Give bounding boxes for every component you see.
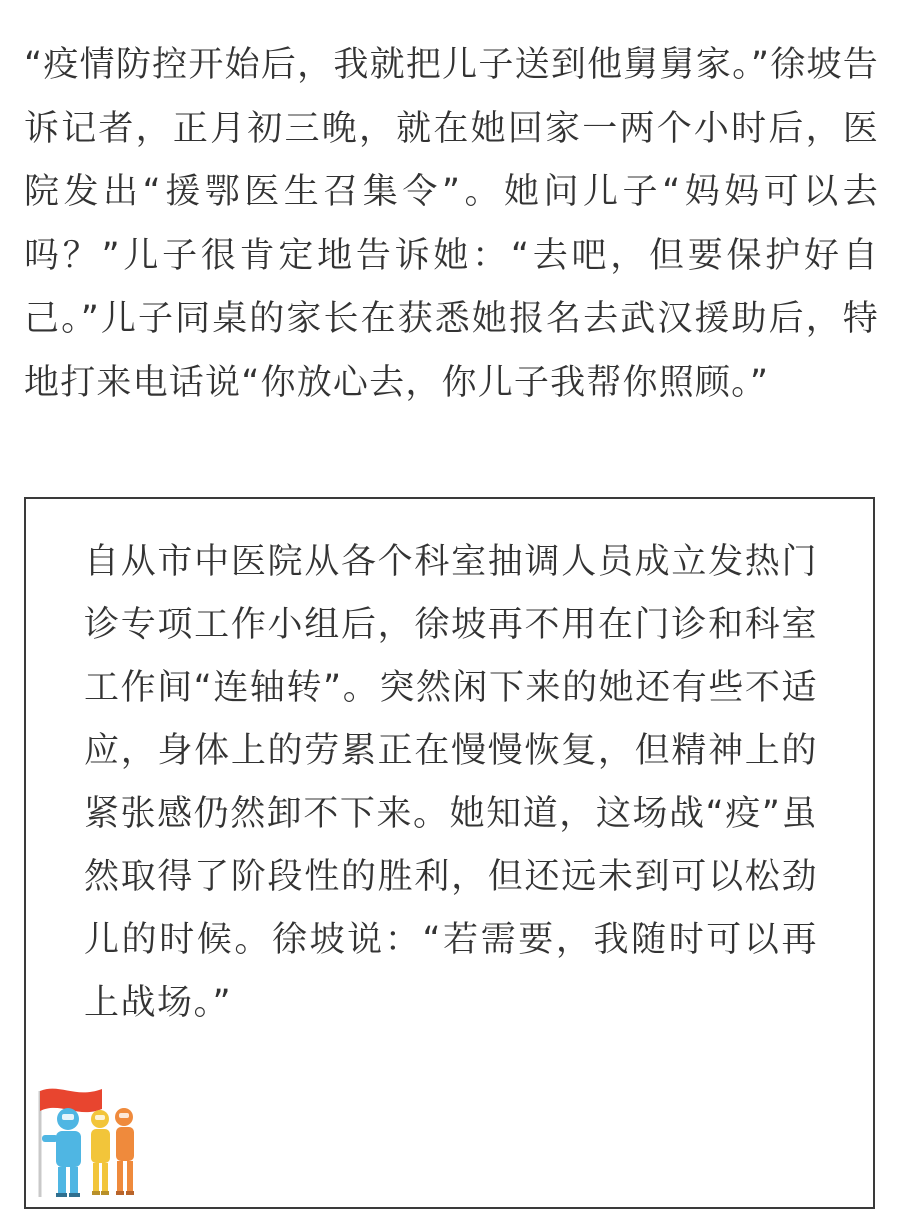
boxed-paragraph: 自从市中医院从各个科室抽调人员成立发热门诊专项工作小组后，徐坡再不用在门诊和科室工作间“连轴转”。突然闲下来的她还有些不适应，身体上的劳累正在慢慢恢复，但精神上的紧张感仍然卸不下来。她知道，这场战“疫”虽然取得了阶段性的胜利，但还远未到可以松劲儿的时候。徐坡说：“若需要，我随时可以再上战场。” [84, 542, 818, 1023]
medical-workers-with-red-flag-icon [30, 1079, 140, 1199]
quote-box [24, 497, 875, 1209]
article-paragraph: “疫情防控开始后，我就把儿子送到他舅舅家。”徐坡告诉记者，正月初三晚，就在她回家一两个小时后，医院发出“援鄂医生召集令”。她问儿子“妈妈可以去吗？”儿子很肯定地告诉她：“去吧，但要保护好自己。”儿子同桌的家长在获悉她报名去武汉援助后，特地打来电话说“你放心去，你儿子我帮你照顾。” [24, 45, 879, 403]
